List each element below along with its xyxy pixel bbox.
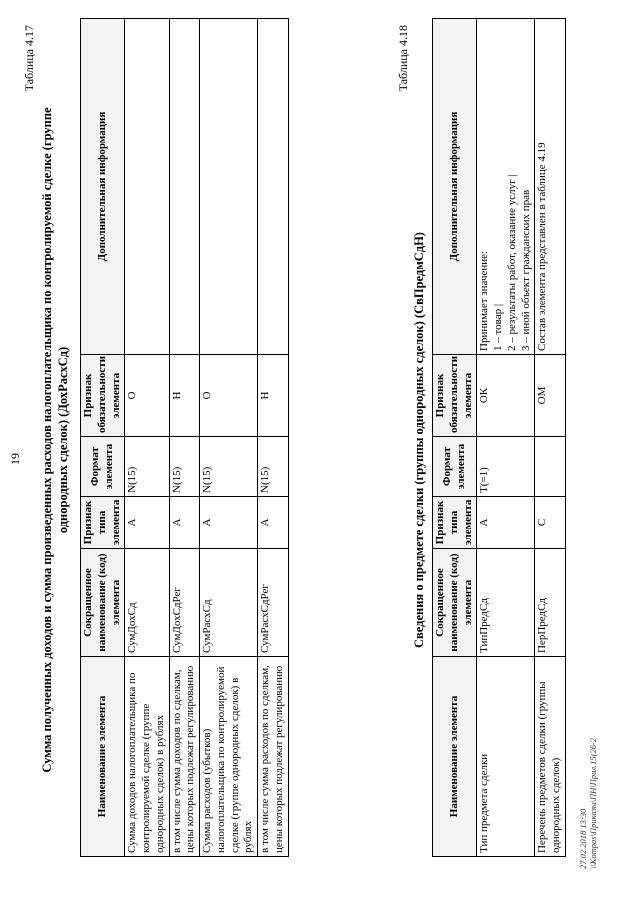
table-label-4-18: Таблица 4.18	[396, 25, 410, 92]
header-element-name: Наименование элемента	[433, 657, 477, 857]
header-element-code: Сокращенное наименование (код) элемента	[81, 549, 125, 657]
cell-element-code: ПерПредСд	[535, 549, 566, 657]
cell-additional-info	[200, 19, 258, 355]
cell-element-type: А	[125, 497, 169, 549]
header-element-name: Наименование элемента	[81, 657, 125, 857]
cell-additional-info	[477, 19, 535, 355]
header-element-code: Сокращенное наименование (код) элемента	[433, 549, 477, 657]
cell-element-code: СумРасхСд	[200, 549, 258, 657]
cell-additional-info	[535, 19, 566, 355]
cell-element-name: Сумма доходов налогоплательщика по контролируемой сделке (группе однородных сделок) в рублях	[125, 657, 169, 857]
cell-element-format: T(=1)	[477, 437, 535, 497]
footer-timestamp: 27.02.2018 13:30	[578, 808, 588, 869]
header-additional-info: Дополнительная информация	[81, 19, 125, 355]
cell-element-code: ТипПредСд	[477, 549, 535, 657]
info-line: Принимает значение:	[478, 250, 491, 351]
cell-element-required: О	[125, 355, 169, 437]
table-row	[125, 19, 169, 857]
table-row	[200, 19, 258, 857]
cell-element-format: N(15)	[125, 437, 169, 497]
cell-element-name: в том числе сумма доходов по сделкам, цены которых подлежат регулированию	[169, 657, 200, 857]
table-title-4-17: Сумма полученных доходов и сумма произведенных расходов налогоплательщика по контролируемой сделке (группе однородных сделок) (ДохРасхСд)	[40, 107, 70, 773]
cell-element-type: С	[535, 497, 566, 549]
cell-element-code: СумДохСдРег	[169, 549, 200, 657]
table-title-4-18: Сведения о предмете сделки (группы однородных сделок) (СвПредмСдН)	[412, 232, 426, 648]
header-element-type: Признак типа элемента	[81, 497, 125, 549]
header-element-required: Признак обязательности элемента	[433, 355, 477, 437]
cell-element-required: О	[200, 355, 258, 437]
cell-element-type: А	[169, 497, 200, 549]
cell-element-type: А	[258, 497, 289, 549]
table-row	[258, 19, 289, 857]
cell-element-required: ОМ	[535, 355, 566, 437]
info-line: 1 – товар |	[492, 303, 504, 351]
table-row	[535, 19, 566, 857]
cell-element-name: Сумма расходов (убытков) налогоплательщика по контролируемой сделке (группе однородных сделок) в рублях	[200, 657, 258, 857]
cell-element-format	[535, 437, 566, 497]
info-line: Состав элемента представлен в таблице 4.19	[536, 142, 549, 351]
cell-element-format: N(15)	[169, 437, 200, 497]
cell-additional-info	[258, 19, 289, 355]
header-element-format: Формат элемента	[433, 437, 477, 497]
cell-element-code: СумДохСд	[125, 549, 169, 657]
header-element-type: Признак типа элемента	[433, 497, 477, 549]
cell-element-required: ОК	[477, 355, 535, 437]
cell-additional-info	[125, 19, 169, 355]
info-line: 2 – результаты работ, оказание услуг |	[505, 174, 518, 351]
footer-file-path: \\Kompas\Приказы\ПН\Прил.15(26-2	[588, 737, 599, 869]
page-number: 19	[8, 453, 22, 465]
cell-element-type: А	[477, 497, 535, 549]
cell-additional-info	[169, 19, 200, 355]
cell-element-required: Н	[169, 355, 200, 437]
header-additional-info: Дополнительная информация	[433, 19, 477, 355]
info-line: 3 – иной объект гражданских прав	[519, 189, 532, 351]
cell-element-type: А	[200, 497, 258, 549]
cell-element-format: N(15)	[200, 437, 258, 497]
cell-element-name: Тип предмета сделки	[477, 657, 535, 857]
table-header-row	[81, 19, 125, 857]
table-4-17	[80, 18, 289, 857]
cell-element-code: СумРасхСдРег	[258, 549, 289, 657]
file-footer	[578, 738, 598, 869]
table-header-row	[433, 19, 477, 857]
cell-element-required: Н	[258, 355, 289, 437]
header-element-required: Признак обязательности элемента	[81, 355, 125, 437]
table-row	[169, 19, 200, 857]
cell-element-format: N(15)	[258, 437, 289, 497]
header-element-format: Формат элемента	[81, 437, 125, 497]
cell-element-name: Перечень предметов сделки (группы однородных сделок)	[535, 657, 566, 857]
table-label-4-17: Таблица 4.17	[22, 25, 36, 92]
cell-element-name: в том числе сумма расходов по сделкам, цены которых подлежат регулированию	[258, 657, 289, 857]
table-row	[477, 19, 535, 857]
table-4-18	[432, 18, 566, 857]
